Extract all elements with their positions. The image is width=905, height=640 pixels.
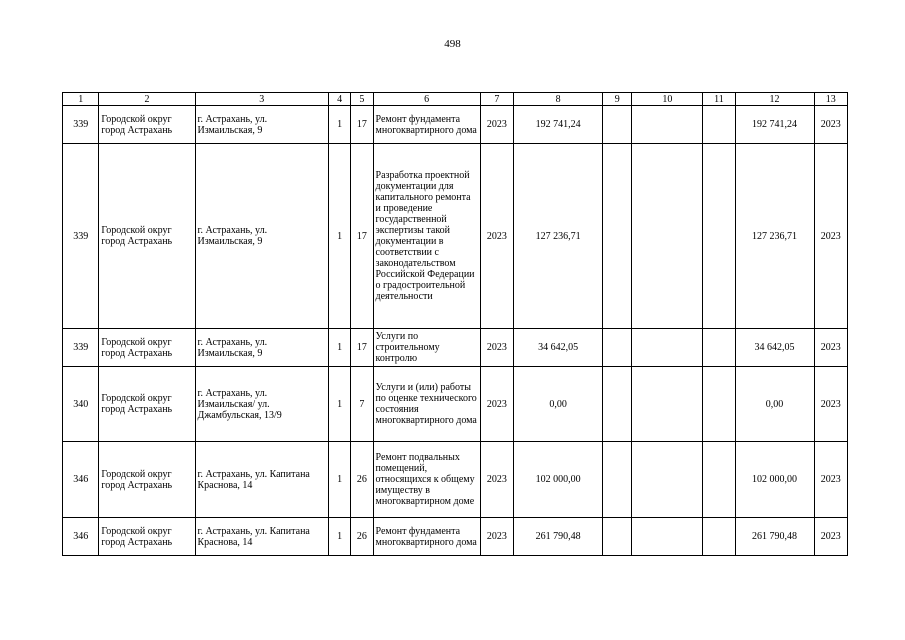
total-cost-cell: 34 642,05	[514, 329, 603, 367]
col9-cell	[603, 442, 632, 518]
total-cost-cell: 261 790,48	[514, 518, 603, 556]
total-cost-cell: 127 236,71	[514, 144, 603, 329]
col4-cell: 1	[329, 518, 351, 556]
col5-cell: 17	[351, 106, 373, 144]
col10-cell	[632, 518, 703, 556]
col11-cell	[703, 106, 735, 144]
fund-cost-cell: 127 236,71	[735, 144, 814, 329]
row-number-cell: 339	[63, 106, 99, 144]
header-cell: 8	[514, 93, 603, 106]
work-type-cell: Услуги и (или) работы по оценке технического состояния многоквартирного дома	[373, 367, 480, 442]
col11-cell	[703, 329, 735, 367]
work-type-cell: Ремонт фундамента многоквартирного дома	[373, 518, 480, 556]
page-number: 498	[444, 38, 461, 50]
work-type-cell: Ремонт фундамента многоквартирного дома	[373, 106, 480, 144]
col9-cell	[603, 144, 632, 329]
address-cell: г. Астрахань, ул. Капитана Краснова, 14	[195, 518, 329, 556]
completion-year-cell: 2023	[814, 518, 848, 556]
col11-cell	[703, 367, 735, 442]
address-cell: г. Астрахань, ул. Измаильская, 9	[195, 144, 329, 329]
col5-cell: 7	[351, 367, 373, 442]
total-cost-cell: 102 000,00	[514, 442, 603, 518]
col9-cell	[603, 518, 632, 556]
header-cell: 10	[632, 93, 703, 106]
header-cell: 5	[351, 93, 373, 106]
col4-cell: 1	[329, 367, 351, 442]
municipality-cell: Городской округ город Астрахань	[99, 442, 195, 518]
col4-cell: 1	[329, 106, 351, 144]
table-row	[63, 518, 848, 556]
work-type-cell: Ремонт подвальных помещений, относящихся к общему имуществу в многоквартирном доме	[373, 442, 480, 518]
table-row	[63, 106, 848, 144]
header-cell: 2	[99, 93, 195, 106]
fund-cost-cell: 0,00	[735, 367, 814, 442]
municipality-cell: Городской округ город Астрахань	[99, 144, 195, 329]
total-cost-cell: 192 741,24	[514, 106, 603, 144]
col11-cell	[703, 442, 735, 518]
fund-cost-cell: 261 790,48	[735, 518, 814, 556]
header-cell: 9	[603, 93, 632, 106]
header-cell: 12	[735, 93, 814, 106]
address-cell: г. Астрахань, ул. Измаильская/ ул. Джамбульская, 13/9	[195, 367, 329, 442]
program-table	[62, 92, 848, 556]
col4-cell: 1	[329, 442, 351, 518]
col4-cell: 1	[329, 329, 351, 367]
table-row	[63, 329, 848, 367]
row-number-cell: 340	[63, 367, 99, 442]
header-cell: 7	[480, 93, 513, 106]
col9-cell	[603, 106, 632, 144]
year-cell: 2023	[480, 329, 513, 367]
table-row	[63, 144, 848, 329]
col9-cell	[603, 367, 632, 442]
row-number-cell: 346	[63, 518, 99, 556]
col10-cell	[632, 106, 703, 144]
table-row	[63, 442, 848, 518]
col11-cell	[703, 518, 735, 556]
total-cost-cell: 0,00	[514, 367, 603, 442]
header-cell: 1	[63, 93, 99, 106]
col11-cell	[703, 144, 735, 329]
row-number-cell: 339	[63, 329, 99, 367]
col9-cell	[603, 329, 632, 367]
header-cell: 11	[703, 93, 735, 106]
municipality-cell: Городской округ город Астрахань	[99, 329, 195, 367]
header-cell: 4	[329, 93, 351, 106]
municipality-cell: Городской округ город Астрахань	[99, 367, 195, 442]
completion-year-cell: 2023	[814, 442, 848, 518]
work-type-cell: Разработка проектной документации для капитального ремонта и проведение государственной экспертизы такой документации в соответствии с законодательством Российской Федерации о градостроительной деятельности	[373, 144, 480, 329]
col10-cell	[632, 329, 703, 367]
completion-year-cell: 2023	[814, 106, 848, 144]
header-cell: 3	[195, 93, 329, 106]
fund-cost-cell: 34 642,05	[735, 329, 814, 367]
year-cell: 2023	[480, 442, 513, 518]
col5-cell: 17	[351, 144, 373, 329]
work-type-cell: Услуги по строительному контролю	[373, 329, 480, 367]
col4-cell: 1	[329, 144, 351, 329]
table-row	[63, 367, 848, 442]
fund-cost-cell: 192 741,24	[735, 106, 814, 144]
address-cell: г. Астрахань, ул. Капитана Краснова, 14	[195, 442, 329, 518]
col5-cell: 26	[351, 518, 373, 556]
col10-cell	[632, 367, 703, 442]
col10-cell	[632, 144, 703, 329]
row-number-cell: 339	[63, 144, 99, 329]
col5-cell: 17	[351, 329, 373, 367]
completion-year-cell: 2023	[814, 367, 848, 442]
col5-cell: 26	[351, 442, 373, 518]
municipality-cell: Городской округ город Астрахань	[99, 518, 195, 556]
completion-year-cell: 2023	[814, 144, 848, 329]
year-cell: 2023	[480, 106, 513, 144]
address-cell: г. Астрахань, ул. Измаильская, 9	[195, 329, 329, 367]
fund-cost-cell: 102 000,00	[735, 442, 814, 518]
year-cell: 2023	[480, 518, 513, 556]
header-cell: 6	[373, 93, 480, 106]
year-cell: 2023	[480, 367, 513, 442]
address-cell: г. Астрахань, ул. Измаильская, 9	[195, 106, 329, 144]
header-cell: 13	[814, 93, 848, 106]
municipality-cell: Городской округ город Астрахань	[99, 106, 195, 144]
row-number-cell: 346	[63, 442, 99, 518]
year-cell: 2023	[480, 144, 513, 329]
col10-cell	[632, 442, 703, 518]
completion-year-cell: 2023	[814, 329, 848, 367]
header-row	[63, 93, 848, 106]
